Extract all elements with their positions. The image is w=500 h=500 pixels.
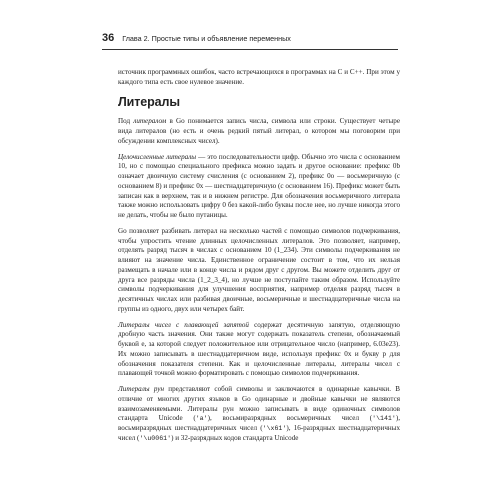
text-run: ), восьмиразрядных шестнадцатеричных чисел ( bbox=[118, 414, 400, 432]
paragraph-underscores: Go позволяет разбивать литерал на несколько частей с помощью символов подчеркивания, чтобы упростить чтение длинных целочисленных литералов. Это позволяет, например, отделять разряд тысяч в числах с основанием 10 (1_234). Эти символы подчеркивания не влияют на значение числа. Единственное ограничение состоит в том, что их нельзя размещать в начале или в конце числа и рядом друг с другом. Вы можете отделить друг от друга все разряды числа (1_2_3_4), но лучше не поступайте таким образом. Используйте символы подчеркивания для улучшения восприятия, например отделяя разряд тысяч в десятичных числах или разбивая двоичные, восьмеричные и шестнадцатеричные числа на группы из одного, двух или четырех байт. bbox=[118, 226, 400, 313]
paragraph-float-literals bbox=[118, 321, 400, 380]
page-body bbox=[118, 68, 400, 450]
text-run: ), восьмиразрядных восьмеричных чисел ( bbox=[207, 414, 373, 423]
emphasis-term: Литералы рун bbox=[118, 385, 165, 393]
paragraph-literals-definition bbox=[118, 117, 400, 146]
emphasis-term: Целочисленные литералы bbox=[118, 152, 197, 161]
text-run: Под bbox=[118, 117, 134, 126]
code-rune-hex16: '\u0061' bbox=[139, 434, 172, 442]
intro-paragraph: источник программных ошибок, часто встречающихся в программах на C и C++. При этом у каждого типа есть свое нулевое значение. bbox=[118, 68, 400, 86]
chapter-title: Глава 2. Простые типы и объявление переменных bbox=[122, 34, 291, 43]
paragraph-rune-literals bbox=[118, 385, 400, 444]
header-rule bbox=[102, 49, 398, 50]
emphasis-term: литералом bbox=[133, 117, 167, 126]
section-title: Литералы bbox=[118, 94, 180, 109]
running-header bbox=[102, 32, 402, 46]
page-number: 36 bbox=[102, 32, 115, 44]
text-run: — это последовательности цифр. Обычно это числа с основанием 10, но с помощью специального префикса можно задать и другое основание: префикс 0b означает двоичную систему счисления (с основанием 2), префикс 0o — восьмеричную (с основанием 8) и префикс 0x — шестнадцатеричную (с основанием 16). Префикс может быть записан как в верхнем, так и в нижнем регистре. Для обозначения восьмеричного литерала также можно использовать цифру 0 без какой-либо буквы после нее, но лучше никогда этого не делать, чтобы не было путаницы. bbox=[118, 152, 400, 219]
text-run: ) и 32-разрядных кодов стандарта Unicode bbox=[171, 433, 299, 442]
text-run: в Go понимается запись числа, символа или строки. Существует четыре вида литералов (но есть и очень редкий пятый литерал, о котором мы поговорим при обсуждении комплексных чисел). bbox=[118, 117, 400, 145]
text-run: ), 16-разрядных шестнадцатеричных чисел ( bbox=[118, 424, 401, 442]
emphasis-term: Литералы чисел с плавающей запятой bbox=[118, 320, 249, 329]
code-rune-hex8: '\x61' bbox=[262, 425, 287, 432]
paragraph-integer-literals bbox=[118, 153, 400, 221]
code-rune-octal: '\141' bbox=[372, 415, 396, 423]
code-rune-char: 'a' bbox=[195, 415, 208, 423]
text-run: содержат десятичную запятую, отделяющую дробную часть значения. Они также могут содержать показатель степени, обозначаемый буквой e, за которой следует положительное или отрицательное число (например, 6.03e23). Их можно записывать в шестнадцатеричном виде, используя префикс 0x и букву p для обозначения показателя степени. Как и целочисленные литералы, литералы чисел с плавающей точкой можно форматировать с помощью символов подчеркивания. bbox=[118, 320, 400, 378]
text-run: представляют собой символы и заключаются в одинарные кавычки. В отличие от многих других языков в Go одинарные и двойные кавычки не являются взаимозаменяемыми. Литералы рун можно записывать в виде одиночных символов стандарта Unicode ( bbox=[118, 385, 400, 423]
